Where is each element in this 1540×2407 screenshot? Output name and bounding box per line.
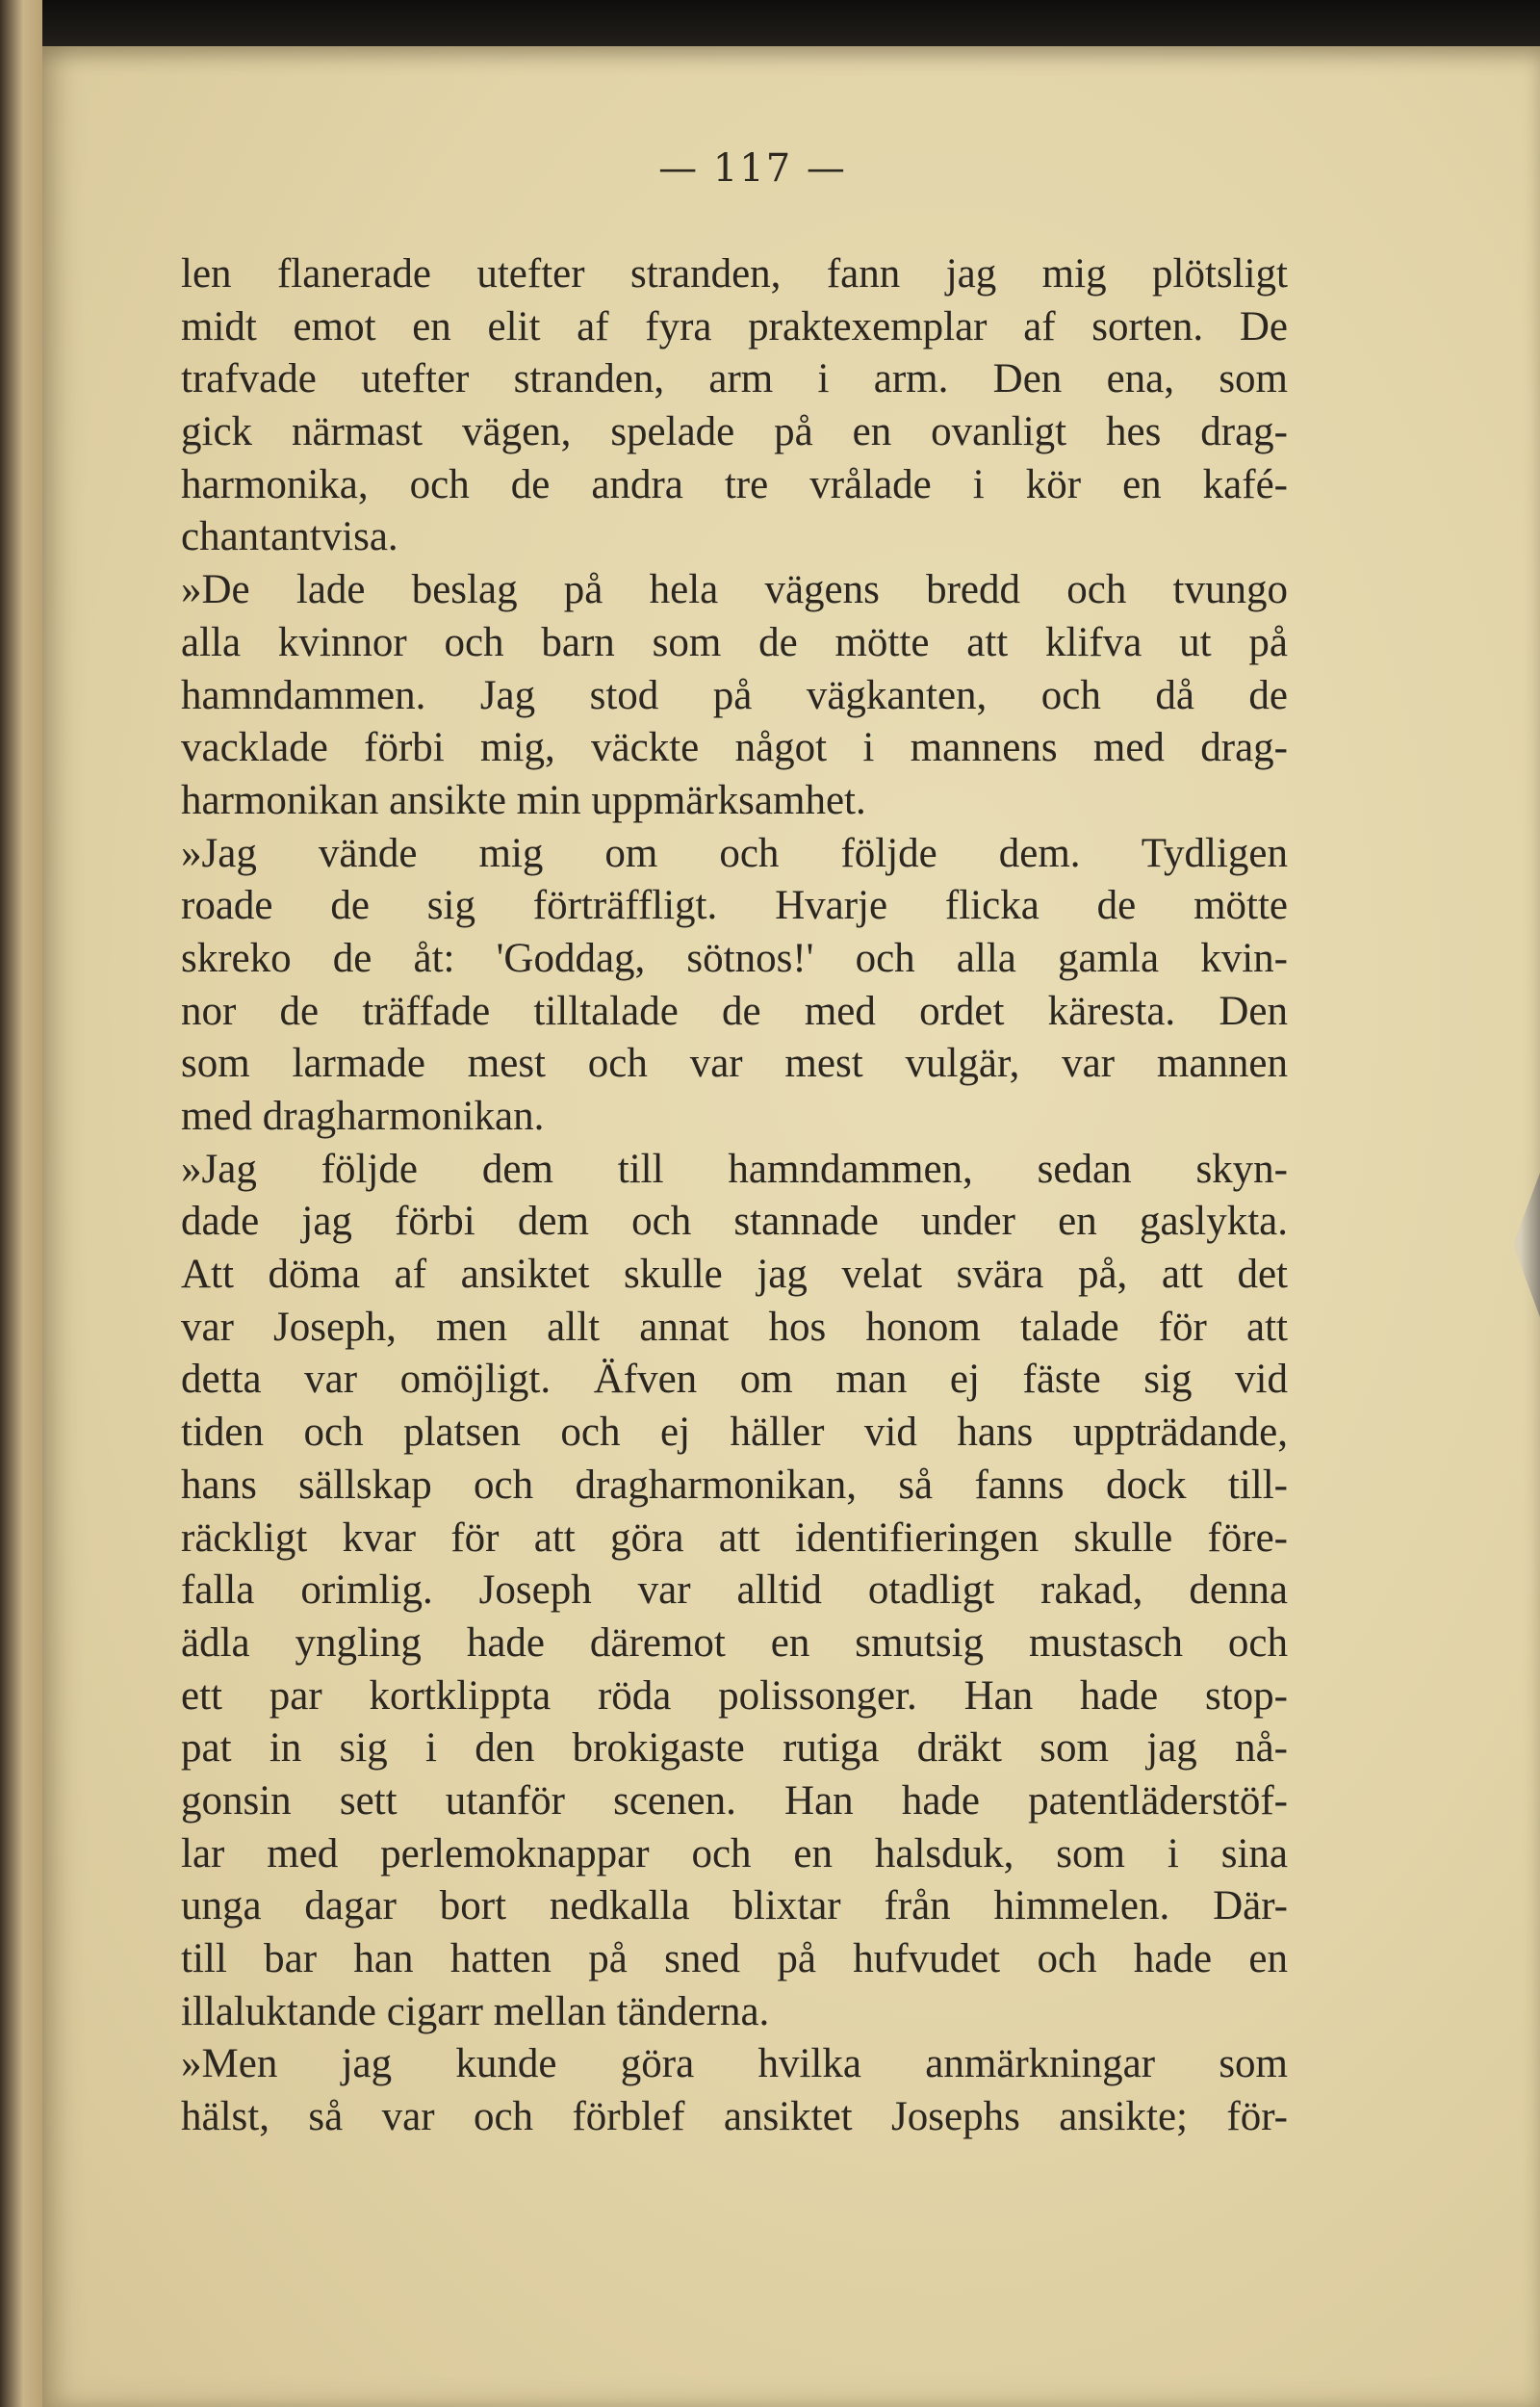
text-line: midt emot en elit af fyra praktexemplar af sorten. De	[181, 303, 1288, 349]
text-line: gick närmast vägen, spelade på en ovanligt hes drag-	[181, 409, 1288, 455]
text-line: harmonikan ansikte min uppmärksamhet.	[181, 777, 866, 823]
body-text	[181, 248, 1288, 2144]
page-edge-fold	[1502, 1173, 1540, 1317]
text-line: hans sällskap och dragharmonikan, så fanns dock till-	[181, 1462, 1288, 1508]
text-line: var Joseph, men allt annat hos honom talade för att	[181, 1304, 1288, 1350]
text-line: detta var omöjligt. Äfven om man ej fäste sig vid	[181, 1357, 1288, 1403]
text-line: tiden och platsen och ej häller vid hans uppträdande,	[181, 1410, 1288, 1456]
text-line: gonsin sett utanför scenen. Han hade patentläderstöf-	[181, 1777, 1288, 1824]
text-line: hälst, så var och förblef ansiktet Josephs ansikte; för-	[181, 2094, 1288, 2140]
text-line: lar med perlemoknappar och en halsduk, som i sina	[181, 1830, 1288, 1876]
text-line: harmonika, och de andra tre vrålade i kör en kafé-	[181, 461, 1288, 507]
text-line: till bar han hatten på sned på hufvudet och hade en	[181, 1936, 1288, 1981]
text-line: med dragharmonikan.	[181, 1094, 545, 1139]
text-line: »De lade beslag på hela vägens bredd och tvungo	[181, 567, 1288, 613]
text-line: »Jag följde dem till hamndammen, sedan skyn-	[181, 1146, 1288, 1192]
book-cover-edge	[0, 0, 1540, 48]
text-line: vacklade förbi mig, väckte något i mannens med drag-	[181, 725, 1288, 771]
text-line: pat in sig i den brokigaste rutiga dräkt som jag nå-	[181, 1725, 1288, 1772]
text-line: som larmade mest och var mest vulgär, var mannen	[181, 1041, 1288, 1087]
text-line: Att döma af ansiktet skulle jag velat svära på, att det	[181, 1252, 1288, 1298]
text-line: »Jag vände mig om och följde dem. Tydligen	[181, 830, 1288, 876]
page-number: — 117 —	[658, 146, 847, 191]
text-line: chantantvisa.	[181, 514, 398, 560]
text-line: alla kvinnor och barn som de mötte att klifva ut på	[181, 619, 1288, 665]
text-line: illaluktande cigarr mellan tänderna.	[181, 1988, 770, 2034]
text-line: ett par kortklippta röda polissonger. Han hade stop-	[181, 1672, 1288, 1719]
text-line: falla orimlig. Joseph var alltid otadligt rakad, denna	[181, 1567, 1288, 1614]
text-line: len flanerade utefter stranden, fann jag mig plötsligt	[181, 251, 1288, 297]
text-line: »Men jag kunde göra hvilka anmärkningar som	[181, 2041, 1288, 2087]
text-line: roade de sig förträffligt. Hvarje flicka de mötte	[181, 883, 1288, 929]
book-spine	[0, 0, 42, 2407]
text-line: dade jag förbi dem och stannade under en gaslykta.	[181, 1199, 1288, 1245]
text-line: räckligt kvar för att göra att identifieringen skulle före-	[181, 1514, 1288, 1561]
text-line: unga dagar bort nedkalla blixtar från himmelen. Där-	[181, 1883, 1288, 1929]
text-line: ädla yngling hade däremot en smutsig mustasch och	[181, 1619, 1288, 1666]
text-line: hamndammen. Jag stod på vägkanten, och då de	[181, 672, 1288, 718]
text-line: skreko de åt: 'Goddag, sötnos!' och alla gamla kvin-	[181, 935, 1288, 981]
text-line: nor de träffade tilltalade de med ordet käresta. Den	[181, 988, 1288, 1034]
text-line: trafvade utefter stranden, arm i arm. Den ena, som	[181, 356, 1288, 402]
